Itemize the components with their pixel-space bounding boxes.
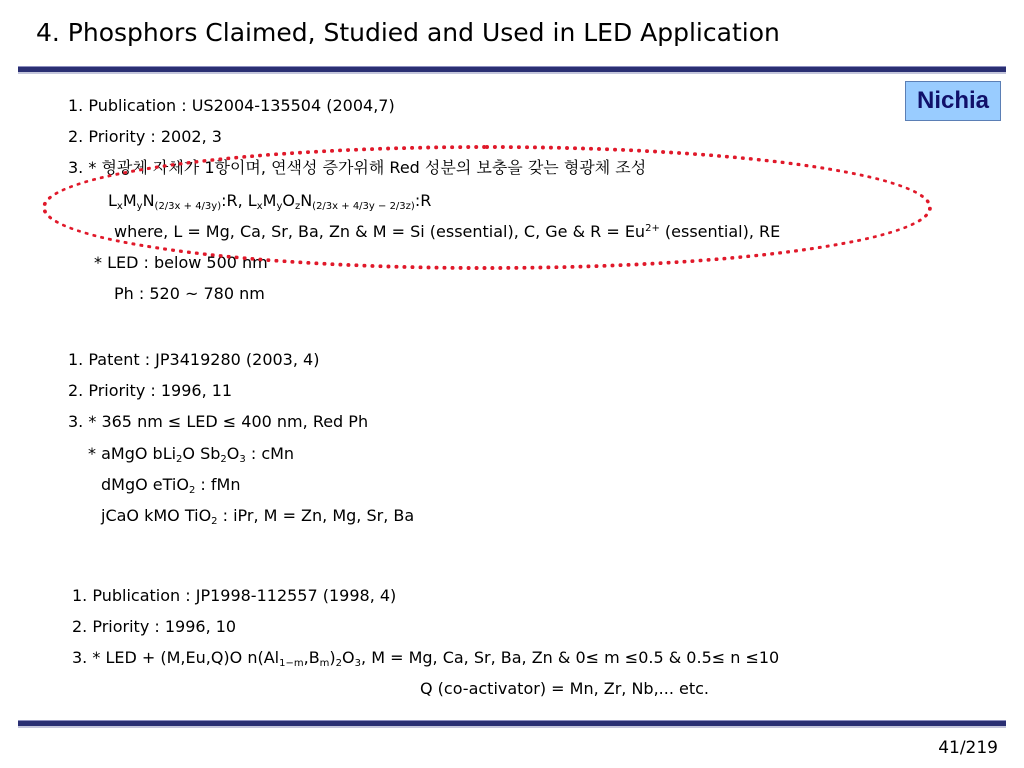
highlight-ellipse — [42, 145, 932, 270]
s1-claim: 3. * 형광체 자체가 1항이며, 연색성 증가위해 Red 성분의 보충을 갖는 형광체 조성 — [68, 158, 647, 177]
s2-priority: 2. Priority : 1996, 11 — [68, 381, 233, 400]
s1-where: where, L = Mg, Ca, Sr, Ba, Zn & M = Si (essential), C, Ge & $R = Eu^{2+}$ (essential), RE — [114, 222, 781, 241]
page-number: 41/219 — [938, 738, 998, 758]
s2-composition-1: * aMgO bLi$_2$O $Sb_2O_3$ : cMn — [88, 444, 295, 465]
s1-formula: $L_xM_yN_{(2/3x + 4/3y)}:R$, $L_xM_yO_zN_{(2/3x + 4/3y - 2/3z)}:R$ — [108, 191, 432, 212]
slide-title: 4. Phosphors Claimed, Studied and Used in LED Application — [36, 18, 780, 47]
s1-priority: 2. Priority : 2002, 3 — [68, 127, 222, 146]
company-badge: Nichia — [905, 81, 1001, 121]
s3-priority: 2. Priority : 1996, 10 — [72, 617, 237, 636]
s1-led: * LED : below 500 nm — [94, 253, 268, 272]
s1-publication: 1. Publication : US2004-135504 (2004,7) — [68, 96, 395, 115]
s1-ph: Ph : 520 ~ 780 nm — [114, 284, 265, 303]
s2-patent: 1. Patent : JP3419280 (2003, 4) — [68, 350, 320, 369]
s2-composition-2: dMgO eTiO$_2$ : fMn — [101, 475, 241, 496]
s3-publication: 1. Publication : JP1998-112557 (1998, 4) — [72, 586, 397, 605]
s3-coactivator: Q (co-activator) = Mn, Zr, Nb,... etc. — [420, 679, 710, 698]
title-divider — [18, 66, 1006, 72]
footer-divider — [18, 720, 1006, 726]
s2-claim: 3. * 365 nm ≤ LED ≤ 400 nm, Red Ph — [68, 412, 369, 431]
s3-claim: 3. * LED + (M,Eu,Q)O $n(Al_{1-m},B_m)_2O_3$, M = Mg, Ca, Sr, Ba, Zn & 0≤ m ≤0.5 & 0.5≤ n ≤10 — [72, 648, 780, 669]
s2-composition-3: jCaO kMO TiO$_2$ : iPr, M = Zn, Mg, Sr, Ba — [101, 506, 415, 527]
